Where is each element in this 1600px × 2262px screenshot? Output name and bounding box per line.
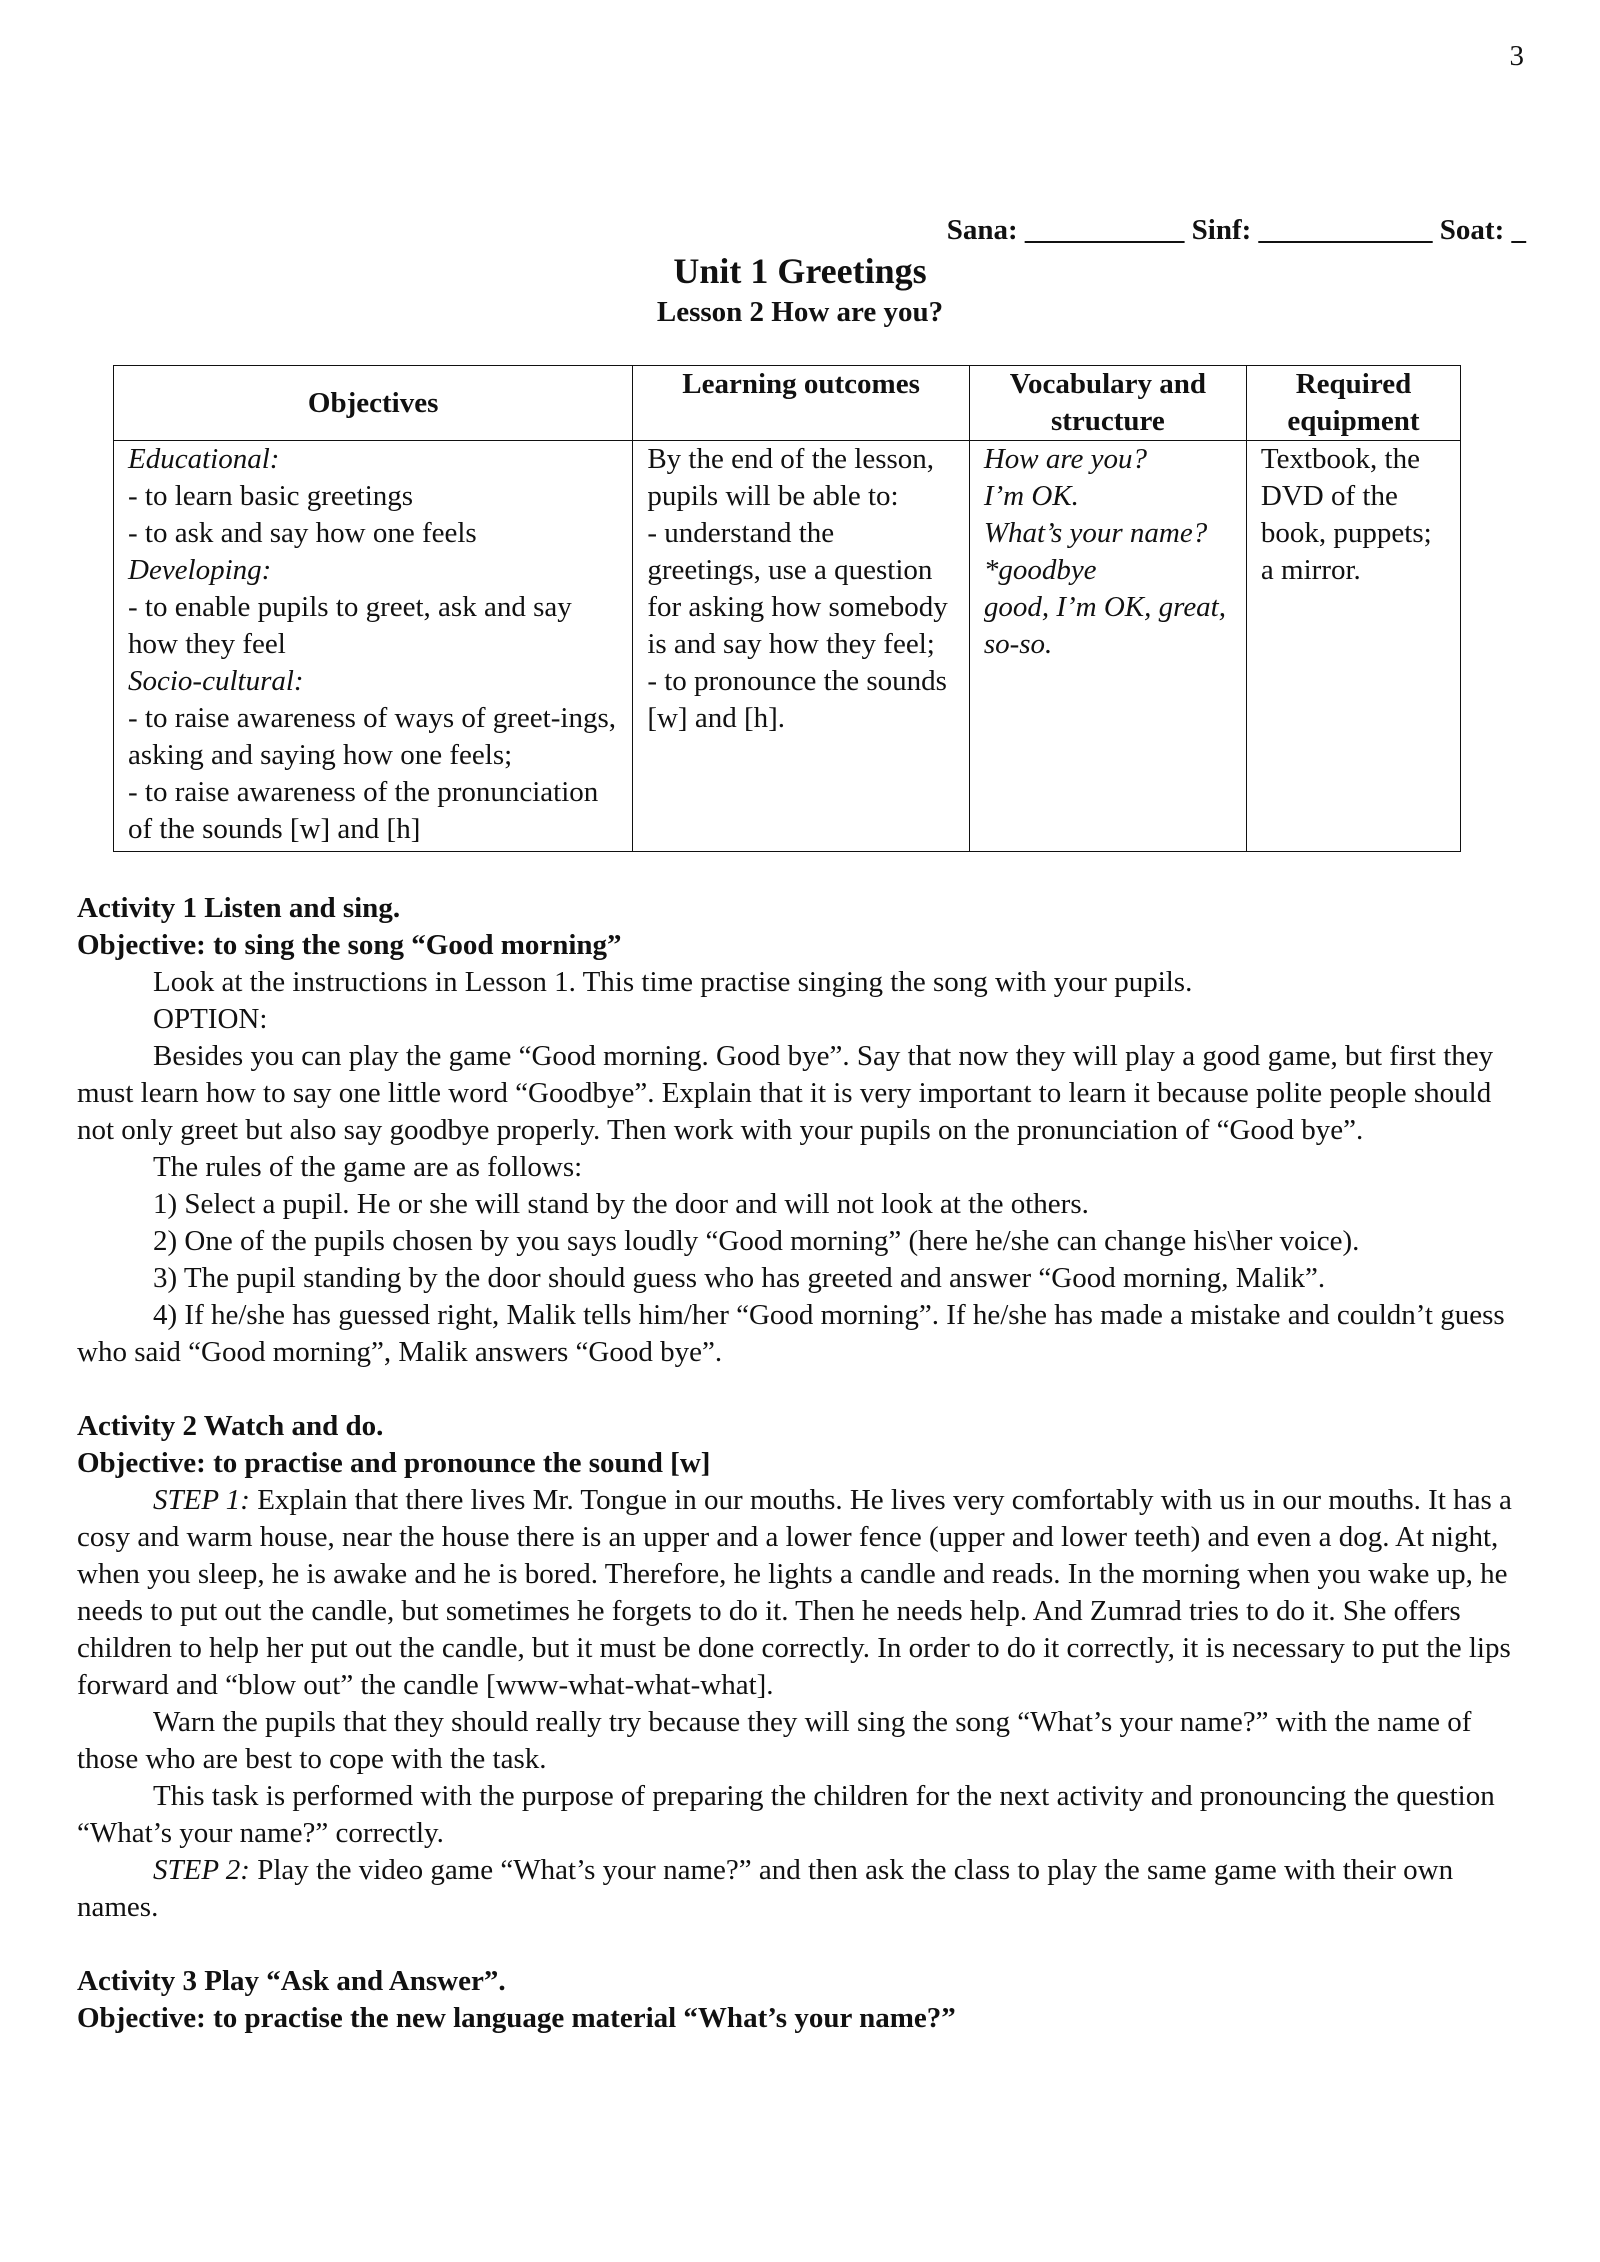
paragraph: Warn the pupils that they should really try because they will sing the song “What’s your name?” with the name of those who are best to cope with the task. [77,1706,1472,1775]
table-header-row [114,366,1461,441]
header-vocabulary: Vocabulary and structure [969,366,1246,441]
activities-body [77,890,1527,2037]
activity-objective: Objective: to sing the song “Good morning” [77,929,622,961]
activity-objective: Objective: to practise the new language material “What’s your name?” [77,2002,956,2034]
paragraph: The rules of the game are as follows: [153,1151,583,1183]
activity-title: Activity 2 Watch and do. [77,1410,384,1442]
paragraph [77,1482,1527,1704]
step-label: STEP 2: [153,1854,250,1886]
objective-line: - to ask and say how one feels [128,517,477,549]
game-rule: 4) If he/she has guessed right, Malik tells him/her “Good morning”. If he/she has made a mistake and couldn’t guess who said “Good morning”, Malik answers “Good bye”. [77,1299,1505,1368]
header-objectives: Objectives [114,366,633,441]
game-rule: 3) The pupil standing by the door should guess who has greeted and answer “Good morning, Malik”. [153,1262,1326,1294]
step-text: Play the video game “What’s your name?” and then ask the class to play the same game with their own names. [77,1854,1454,1923]
unit-title: Unit 1 Greetings [673,251,927,291]
objective-line: Socio-cultural: [128,665,304,697]
game-rule: 2) One of the pupils chosen by you says loudly “Good morning” (here he/she can change his\her voice). [153,1225,1360,1257]
equipment-cell: Textbook, the DVD of the book, puppets; a mirror. [1246,441,1460,852]
objective-line: - to enable pupils to greet, ask and say how they feel [128,591,572,660]
table-row [114,441,1461,852]
page-number: 3 [1509,40,1524,72]
step-label: STEP 1: [153,1484,250,1516]
objectives-cell [114,441,633,852]
lesson-plan-table [113,365,1461,852]
class-info-line: Sana: ___________ Sinf: ____________ Soat: _ [946,214,1526,246]
objective-line: - to raise awareness of ways of greet-ings, asking and saying how one feels; [128,702,616,771]
paragraph [77,1852,1527,1926]
objective-line: - to learn basic greetings [128,480,414,512]
header-equipment: Required equipment [1246,366,1460,441]
objective-line: - to raise awareness of the pronunciation of the sounds [w] and [h] [128,776,599,845]
paragraph: OPTION: [153,1003,268,1035]
vocabulary-cell: How are you? I’m OK. What’s your name? *goodbye good, I’m OK, great, so-so. [969,441,1246,852]
paragraph: Besides you can play the game “Good morning. Good bye”. Say that now they will play a good game, but first they must learn how to say one little word “Goodbye”. Explain that it is very important to learn it because polite people should not only greet but also say goodbye properly. Then work with your pupils on the pronunciation of “Good bye”. [77,1040,1494,1146]
objective-line: Developing: [128,554,272,586]
activity-title: Activity 1 Listen and sing. [77,892,401,924]
paragraph: Look at the instructions in Lesson 1. This time practise singing the song with your pupils. [153,966,1193,998]
paragraph: This task is performed with the purpose of preparing the children for the next activity and pronouncing the question “What’s your name?” correctly. [77,1780,1495,1849]
game-rule: 1) Select a pupil. He or she will stand by the door and will not look at the others. [153,1188,1089,1220]
lesson-title: Lesson 2 How are you? [656,296,944,328]
activity-objective: Objective: to practise and pronounce the sound [w] [77,1447,711,1479]
outcomes-cell: By the end of the lesson, pupils will be able to: - understand the greetings, use a question for asking how somebody is and say how they feel; - to pronounce the sounds [w] and [h]. [633,441,970,852]
objective-line: Educational: [128,443,280,475]
header-learning-outcomes: Learning outcomes [633,366,970,441]
activity-title: Activity 3 Play “Ask and Answer”. [77,1965,506,1997]
step-text: Explain that there lives Mr. Tongue in our mouths. He lives very comfortably with us in our mouths. It has a cosy and warm house, near the house there is an upper and a lower fence (upper and lower teeth) and even a dog. At night, when you sleep, he is awake and he is bored. Therefore, he lights a candle and reads. In the morning when you wake up, he needs to put out the candle, but sometimes he forgets to do it. Then he needs help. And Zumrad tries to do it. She offers children to help her put out the candle, but it must be done correctly. In order to do it correctly, it is necessary to put the lips forward and “blow out” the candle [www-what-what-what]. [77,1484,1512,1701]
